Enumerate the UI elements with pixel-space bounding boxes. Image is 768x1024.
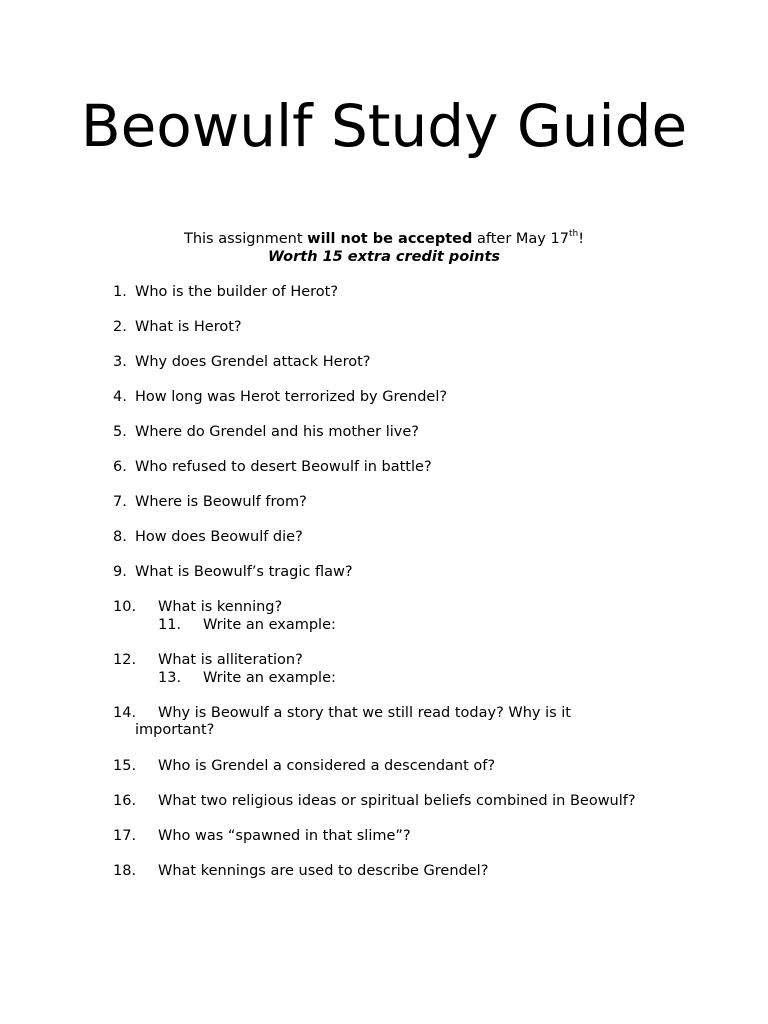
question-number: 17. — [113, 828, 137, 844]
question-text: How does Beowulf die? — [135, 529, 303, 545]
question-text: Who was “spawned in that slime”? — [158, 828, 411, 844]
question-item-10 — [113, 599, 282, 616]
question-number: 7. — [113, 494, 127, 510]
question-number: 14. — [113, 705, 137, 721]
question-text: What kennings are used to describe Grendel? — [158, 863, 489, 879]
question-number: 9. — [113, 564, 127, 580]
question-text-continued: important? — [135, 722, 215, 738]
question-text: Write an example: — [203, 670, 336, 686]
question-text: Write an example: — [203, 617, 336, 633]
question-number: 15. — [113, 758, 137, 774]
question-item-16 — [113, 793, 636, 810]
question-number: 16. — [113, 793, 137, 809]
question-item-12 — [113, 652, 303, 669]
notice-superscript: th — [568, 229, 579, 240]
question-text: What is Herot? — [135, 319, 242, 335]
question-item-4 — [113, 389, 447, 406]
question-text: Who refused to desert Beowulf in battle? — [135, 459, 432, 475]
credit-line: Worth 15 extra credit points — [267, 249, 501, 265]
question-item-17 — [113, 828, 411, 845]
page-title: Beowulf Study Guide — [80, 92, 688, 160]
question-number: 8. — [113, 529, 127, 545]
notice-line — [0, 230, 768, 248]
question-item-5 — [113, 424, 419, 441]
question-item-7 — [113, 494, 307, 511]
question-item-2 — [113, 319, 242, 336]
question-item-13 — [158, 670, 336, 687]
question-item-3 — [113, 354, 370, 371]
question-text: Why does Grendel attack Herot? — [135, 354, 371, 370]
notice-suffix: after May 17 — [472, 231, 569, 247]
question-item-6 — [113, 459, 432, 476]
notice-bold: will not be accepted — [307, 231, 473, 247]
question-number: 1. — [113, 284, 127, 300]
question-number: 3. — [113, 354, 127, 370]
notice-prefix: This assignment — [183, 231, 308, 247]
question-text: What is alliteration? — [158, 652, 303, 668]
question-text: Where is Beowulf from? — [135, 494, 307, 510]
question-number: 6. — [113, 459, 127, 475]
question-number: 4. — [113, 389, 127, 405]
question-number: 10. — [113, 599, 137, 615]
question-text: Who is Grendel a considered a descendant of? — [158, 758, 496, 774]
notice-end: ! — [578, 231, 585, 247]
question-text: Where do Grendel and his mother live? — [135, 424, 419, 440]
question-number: 2. — [113, 319, 127, 335]
question-item-14 — [113, 705, 571, 722]
question-number: 5. — [113, 424, 127, 440]
question-number: 18. — [113, 863, 137, 879]
question-text: What is kenning? — [158, 599, 283, 615]
question-text: Who is the builder of Herot? — [135, 284, 339, 300]
question-item-9 — [113, 564, 353, 581]
question-text: Why is Beowulf a story that we still read today? Why is it — [158, 705, 571, 721]
question-text: What is Beowulf’s tragic flaw? — [135, 564, 353, 580]
question-text: What two religious ideas or spiritual beliefs combined in Beowulf? — [158, 793, 636, 809]
question-item-8 — [113, 529, 303, 546]
question-number: 11. — [158, 617, 182, 633]
question-text: How long was Herot terrorized by Grendel? — [135, 389, 448, 405]
question-item-18 — [113, 863, 488, 880]
question-number: 13. — [158, 670, 182, 686]
question-item-11 — [158, 617, 336, 634]
question-item-15 — [113, 758, 495, 775]
question-item-14-continued — [135, 722, 214, 739]
question-number: 12. — [113, 652, 137, 668]
question-item-1 — [113, 284, 338, 301]
